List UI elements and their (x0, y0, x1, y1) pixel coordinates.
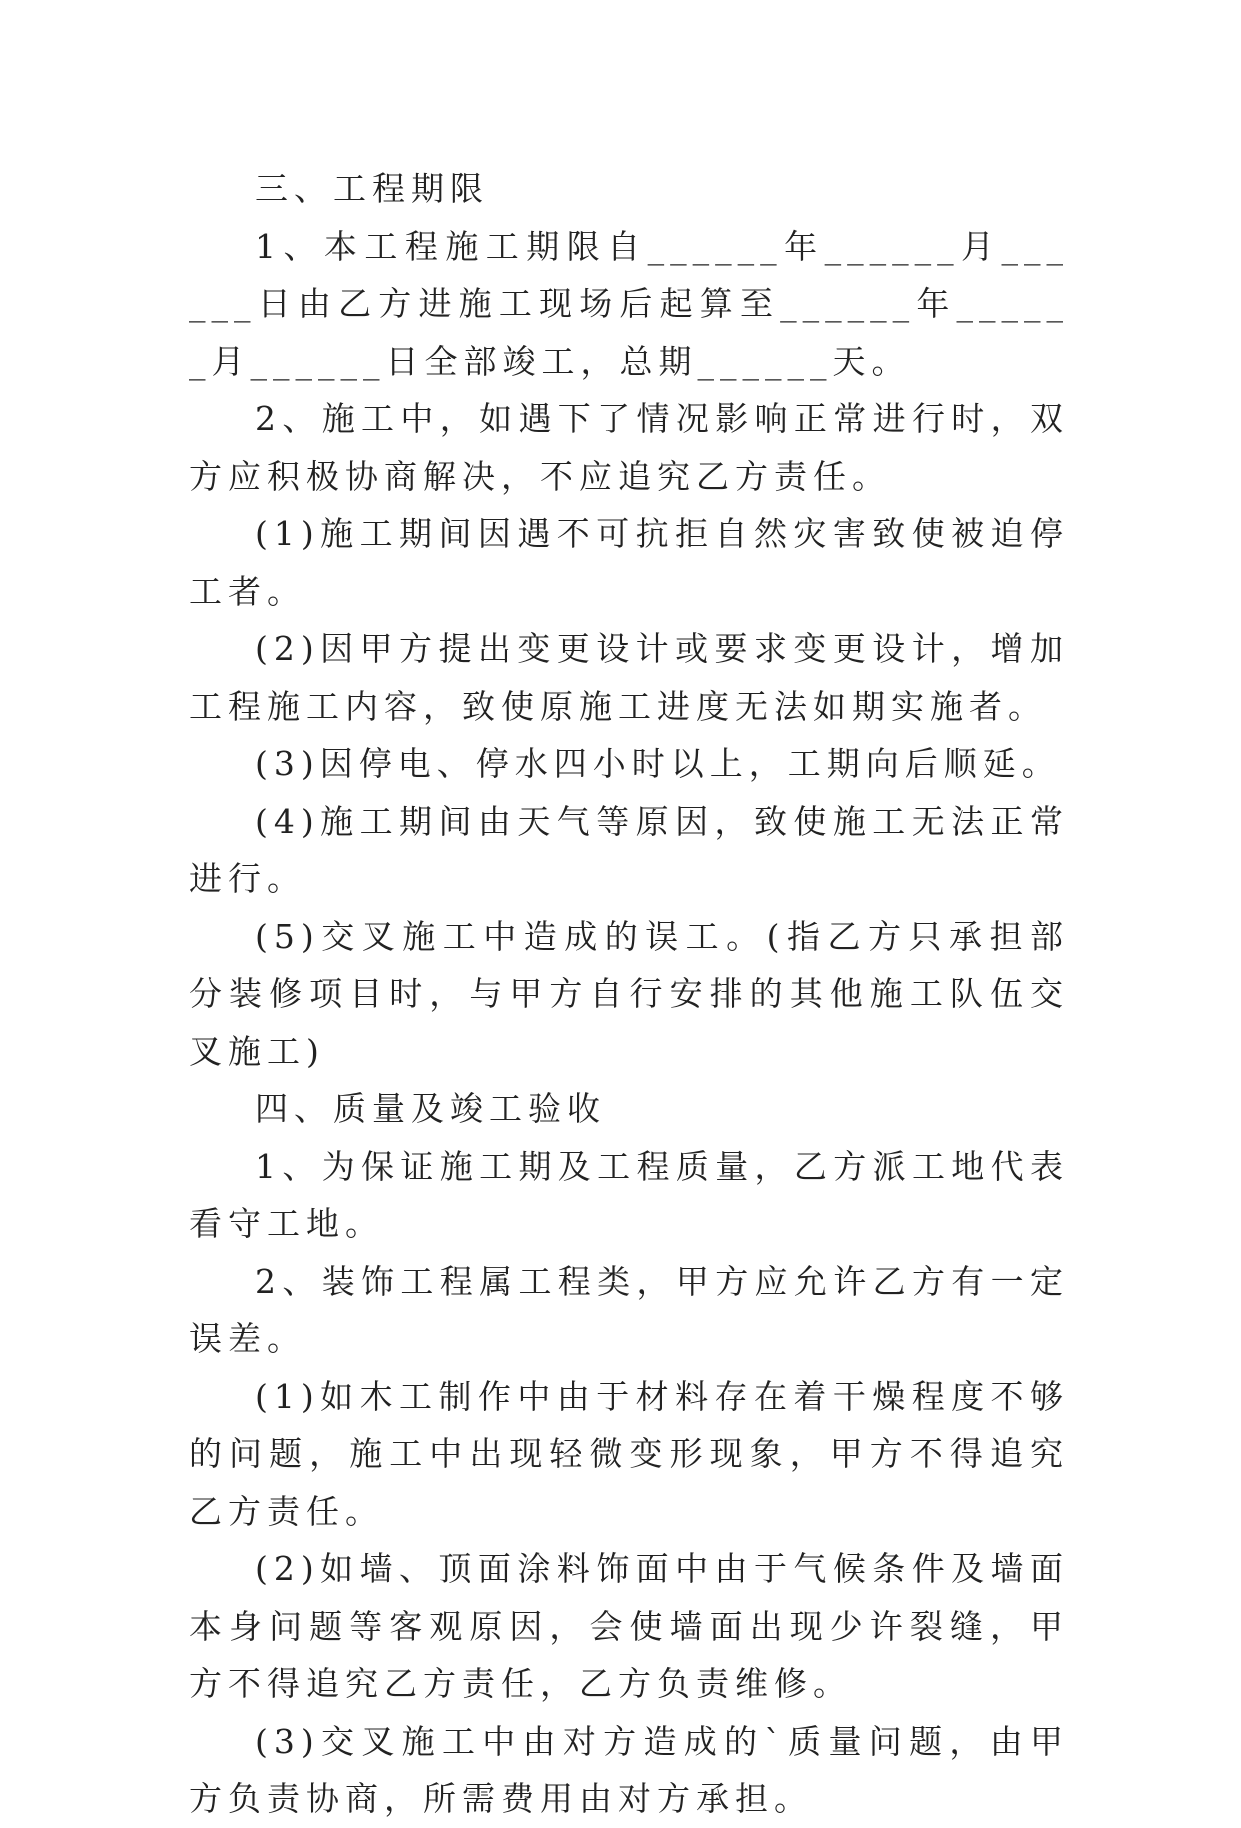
sub-clause-paragraph: (4)施工期间由天气等原因，致使施工无法正常进行。 (189, 801, 1069, 898)
clause-paragraph: 2、施工中，如遇下了情况影响正常进行时，双方应积极协商解决，不应追究乙方责任。 (189, 399, 1069, 496)
sub-clause-paragraph: (3)交叉施工中由对方造成的`质量问题，由甲方负责协商，所需费用由对方承担。 (189, 1721, 1069, 1818)
sub-clause-paragraph: (5)交叉施工中造成的误工。(指乙方只承担部分装修项目时，与甲方自行安排的其他施工队伍交叉施工) (189, 916, 1069, 1071)
clause-paragraph: 1、为保证施工期及工程质量，乙方派工地代表看守工地。 (189, 1146, 1069, 1243)
sub-clause-paragraph: (2)因甲方提出变更设计或要求变更设计，增加工程施工内容，致使原施工进度无法如期实施者。 (189, 629, 1069, 726)
document-page (189, 160, 1069, 1828)
sub-clause-paragraph: (1)施工期间因遇不可抗拒自然灾害致使被迫停工者。 (189, 514, 1069, 611)
clause-paragraph: 2、装饰工程属工程类，甲方应允许乙方有一定误差。 (189, 1261, 1069, 1358)
section-heading-quality: 四、质量及竣工验收 (255, 1089, 606, 1128)
sub-clause-paragraph: (3)因停电、停水四小时以上，工期向后顺延。 (255, 744, 1061, 783)
clause-paragraph: 1、本工程施工期限自______年______月______日由乙方进施工现场后起算至______年______月______日全部竣工，总期______天。 (189, 226, 1069, 381)
section-heading-schedule: 三、工程期限 (255, 169, 489, 208)
sub-clause-paragraph: (1)如木工制作中由于材料存在着干燥程度不够的问题，施工中出现轻微变形现象，甲方不得追究乙方责任。 (189, 1376, 1069, 1531)
sub-clause-paragraph: (2)如墙、顶面涂料饰面中由于气候条件及墙面本身问题等客观原因，会使墙面出现少许裂缝，甲方不得追究乙方责任，乙方负责维修。 (189, 1549, 1069, 1703)
